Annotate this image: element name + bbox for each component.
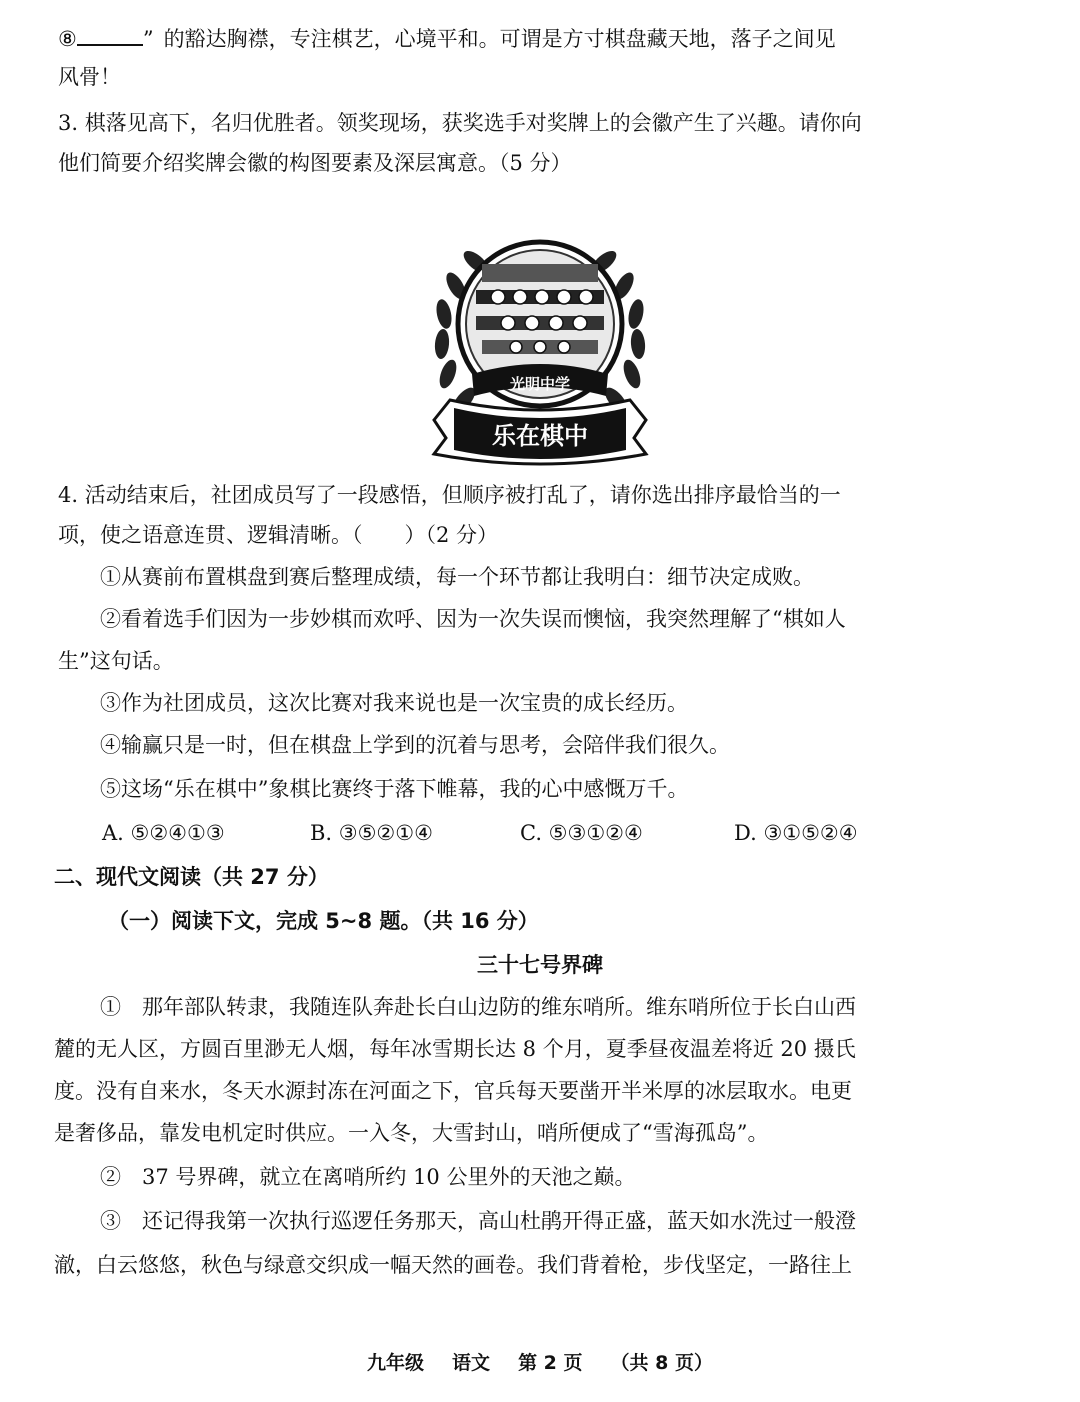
sentence-5: ⑤这场“乐在棋中”象棋比赛终于落下帷幕，我的心中感慨万千。 — [100, 777, 689, 801]
answer-blank — [77, 24, 143, 46]
subsection-heading: （一）阅读下文，完成 5~8 题。（共 16 分） — [108, 909, 539, 933]
option-d: D. ③①⑤②④ — [734, 821, 858, 845]
paragraph-1-line2: 麓的无人区，方圆百里渺无人烟，每年冰雪期长达 8 个月，夏季昼夜温差将近 20 摄氏 — [54, 1037, 856, 1061]
option-b: B. ③⑤②①④ — [310, 821, 433, 845]
paragraph-1-line3: 度。没有自来水，冬天水源封冻在河面之下，官兵每天要凿开半米厚的冰层取水。电更 — [54, 1079, 852, 1103]
footer-grade: 九年级 — [367, 1352, 425, 1374]
paragraph-1-line1: ① 那年部队转隶，我随连队奔赴长白山边防的维东哨所。维东哨所位于长白山西 — [100, 995, 856, 1019]
option-a: A. ⑤②④①③ — [102, 821, 225, 845]
medal-emblem-image — [420, 224, 660, 474]
paragraph-2: ② 37 号界碑，就立在离哨所约 10 公里外的天池之巅。 — [100, 1165, 636, 1189]
sentence-4: ④输赢只是一时，但在棋盘上学到的沉着与思考，会陪伴我们很久。 — [100, 733, 730, 757]
question-4-line2: 项，使之语意连贯、逻辑清晰。（ ）（2 分） — [58, 523, 499, 547]
footer-page: 第 2 页 — [518, 1352, 583, 1374]
footer-subject: 语文 — [452, 1352, 491, 1374]
paragraph-3-line1: ③ 还记得我第一次执行巡逻任务那天，高山杜鹃开得正盛，蓝天如水洗过一般澄 — [100, 1209, 856, 1233]
blank-number: ⑧ — [58, 27, 77, 51]
footer-total: （共 8 页） — [610, 1352, 713, 1374]
paragraph-1-line4: 是奢侈品，靠发电机定时供应。一入冬，大雪封山，哨所便成了“雪海孤岛”。 — [54, 1121, 769, 1145]
q2-blank-line — [58, 24, 836, 54]
question-3-line2: 他们简要介绍奖牌会徽的构图要素及深层寓意。（5 分） — [58, 151, 572, 175]
badge-motto: 乐在棋中 — [492, 422, 588, 450]
q2-text-line2: 风骨！ — [58, 65, 121, 89]
sentence-2-line1: ②看着选手们因为一步妙棋而欢呼、因为一次失误而懊恼，我突然理解了“棋如人 — [100, 607, 846, 631]
paragraph-3-line2: 澈，白云悠悠，秋色与绿意交织成一幅天然的画卷。我们背着枪，步伐坚定，一路往上 — [54, 1253, 852, 1277]
question-3-line1: 3. 棋落见高下，名归优胜者。领奖现场，获奖选手对奖牌上的会徽产生了兴趣。请你向 — [58, 111, 862, 135]
closing-quote: ” — [142, 27, 154, 51]
question-4-line1: 4. 活动结束后，社团成员写了一段感悟，但顺序被打乱了，请你选出排序最恰当的一 — [58, 483, 841, 507]
option-c: C. ⑤③①②④ — [520, 821, 643, 845]
sentence-1: ①从赛前布置棋盘到赛后整理成绩，每一个环节都让我明白：细节决定成败。 — [100, 565, 814, 589]
sentence-2-line2: 生”这句话。 — [58, 649, 174, 673]
passage-title: 三十七号界碑 — [477, 953, 603, 977]
section-heading: 二、现代文阅读（共 27 分） — [54, 865, 329, 889]
badge-school-name: 光明中学 — [509, 375, 571, 393]
q2-text: 的豁达胸襟，专注棋艺，心境平和。可谓是方寸棋盘藏天地，落子之间见 — [163, 27, 836, 51]
sentence-3: ③作为社团成员，这次比赛对我来说也是一次宝贵的成长经历。 — [100, 691, 688, 715]
page-footer — [0, 1348, 1080, 1378]
